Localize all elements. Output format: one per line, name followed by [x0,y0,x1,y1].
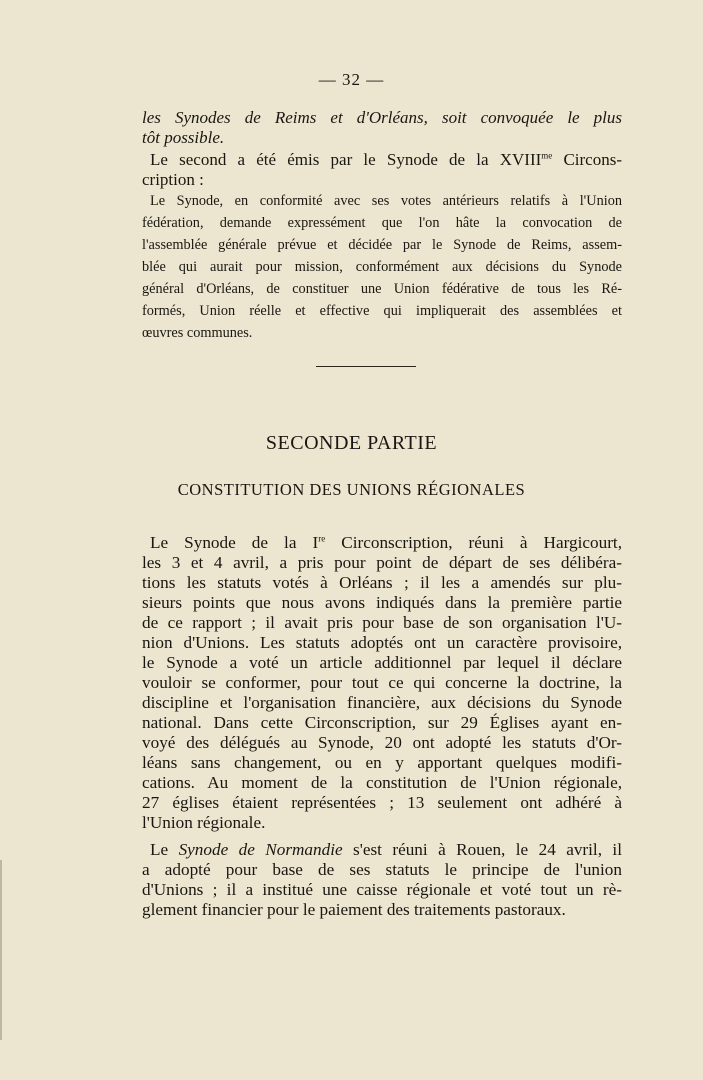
text-line: glement financier pour le paiement des traitements pastoraux. [142,900,566,919]
text-fragment: Le Synode de la I [150,533,319,552]
text-line [142,150,622,170]
text-line: 27 églises étaient représentées ; 13 seulement ont adhéré à [142,793,622,812]
paragraph-second-wish [142,150,622,190]
text-line: voyé des délégués au Synode, 20 ont adopté les statuts d'Or- [142,733,622,752]
text-line: a adopté pour base de ses statuts le principe de l'union [142,860,622,879]
text-line: d'Unions ; il a institué une caisse régionale et voté tout un rè- [142,880,622,899]
section-subheading: CONSTITUTION DES UNIONS RÉGIONALES [177,480,526,499]
text-fragment: Circonscription, réuni à Hargicourt, [325,533,622,552]
text-fragment: s'est réuni à Rouen, le 24 avril, il [342,840,622,859]
text-line: tôt possible. [142,128,225,147]
text-line: nion d'Unions. Les statuts adoptés ont un caractère provisoire, [142,633,622,652]
text-line: vouloir se conformer, pour tout ce qui concerne la doctrine, la [142,673,622,692]
text-line [142,533,622,553]
section-heading: SECONDE PARTIE [265,432,438,454]
italic-fragment: Synode de Normandie [178,840,343,859]
text-line: de ce rapport ; il avait pris pour base de son organisation l'U- [142,613,622,632]
paragraph-first-circonscription [142,533,622,833]
text-line: le Synode a voté un article additionnel par lequel il déclare [142,653,622,672]
text-line: sieurs points que nous avons indiqués dans la première partie [142,593,622,612]
page-number: — 32 — [318,70,385,89]
superscript: re [318,533,326,544]
text-line: les 3 et 4 avril, a pris pour point de départ de ses délibéra- [142,553,622,572]
text-fragment: Le [150,840,179,859]
text-line: l'Union régionale. [142,813,266,832]
text-line: discipline et l'organisation financière, aux décisions du Synode [142,693,622,712]
text-line: national. Dans cette Circonscription, sur 29 Églises ayant en- [142,713,622,732]
paragraph-normandie [142,840,622,920]
page-edge-shadow [0,860,2,1040]
quote-line: blée qui aurait pour mission, conformément aux décisions du Synode [142,259,622,275]
quote-line: œuvres communes. [142,325,253,341]
section-divider [316,366,416,367]
text-line: cations. Au moment de la constitution de l'Union régionale, [142,773,622,792]
text-line: léans sans changement, ou en y apportant quelques modifi- [142,753,622,772]
text-line: les Synodes de Reims et d'Orléans, soit convoquée le plus [142,108,622,127]
text-line: tions les statuts votés à Orléans ; il les a amendés sur plu- [142,573,622,592]
quoted-resolution [142,190,622,344]
quote-line: formés, Union réelle et effective qui impliquerait des assemblées et [142,303,622,319]
paragraph-continuation [142,108,622,148]
text-fragment: Le second a été émis par le Synode de la XVIII [150,150,542,169]
quote-line: général d'Orléans, de constituer une Union fédérative de tous les Ré- [142,281,622,297]
text-line [142,840,622,860]
quote-line: Le Synode, en conformité avec ses votes antérieurs relatifs à l'Union [150,193,622,209]
text-line: cription : [142,170,204,189]
text-fragment: Circons- [552,150,622,169]
superscript: me [541,150,553,161]
quote-line: fédération, demande expressément que l'on hâte la convocation de [142,215,622,231]
quote-line: l'assemblée générale prévue et décidée par le Synode de Reims, assem- [142,237,622,253]
